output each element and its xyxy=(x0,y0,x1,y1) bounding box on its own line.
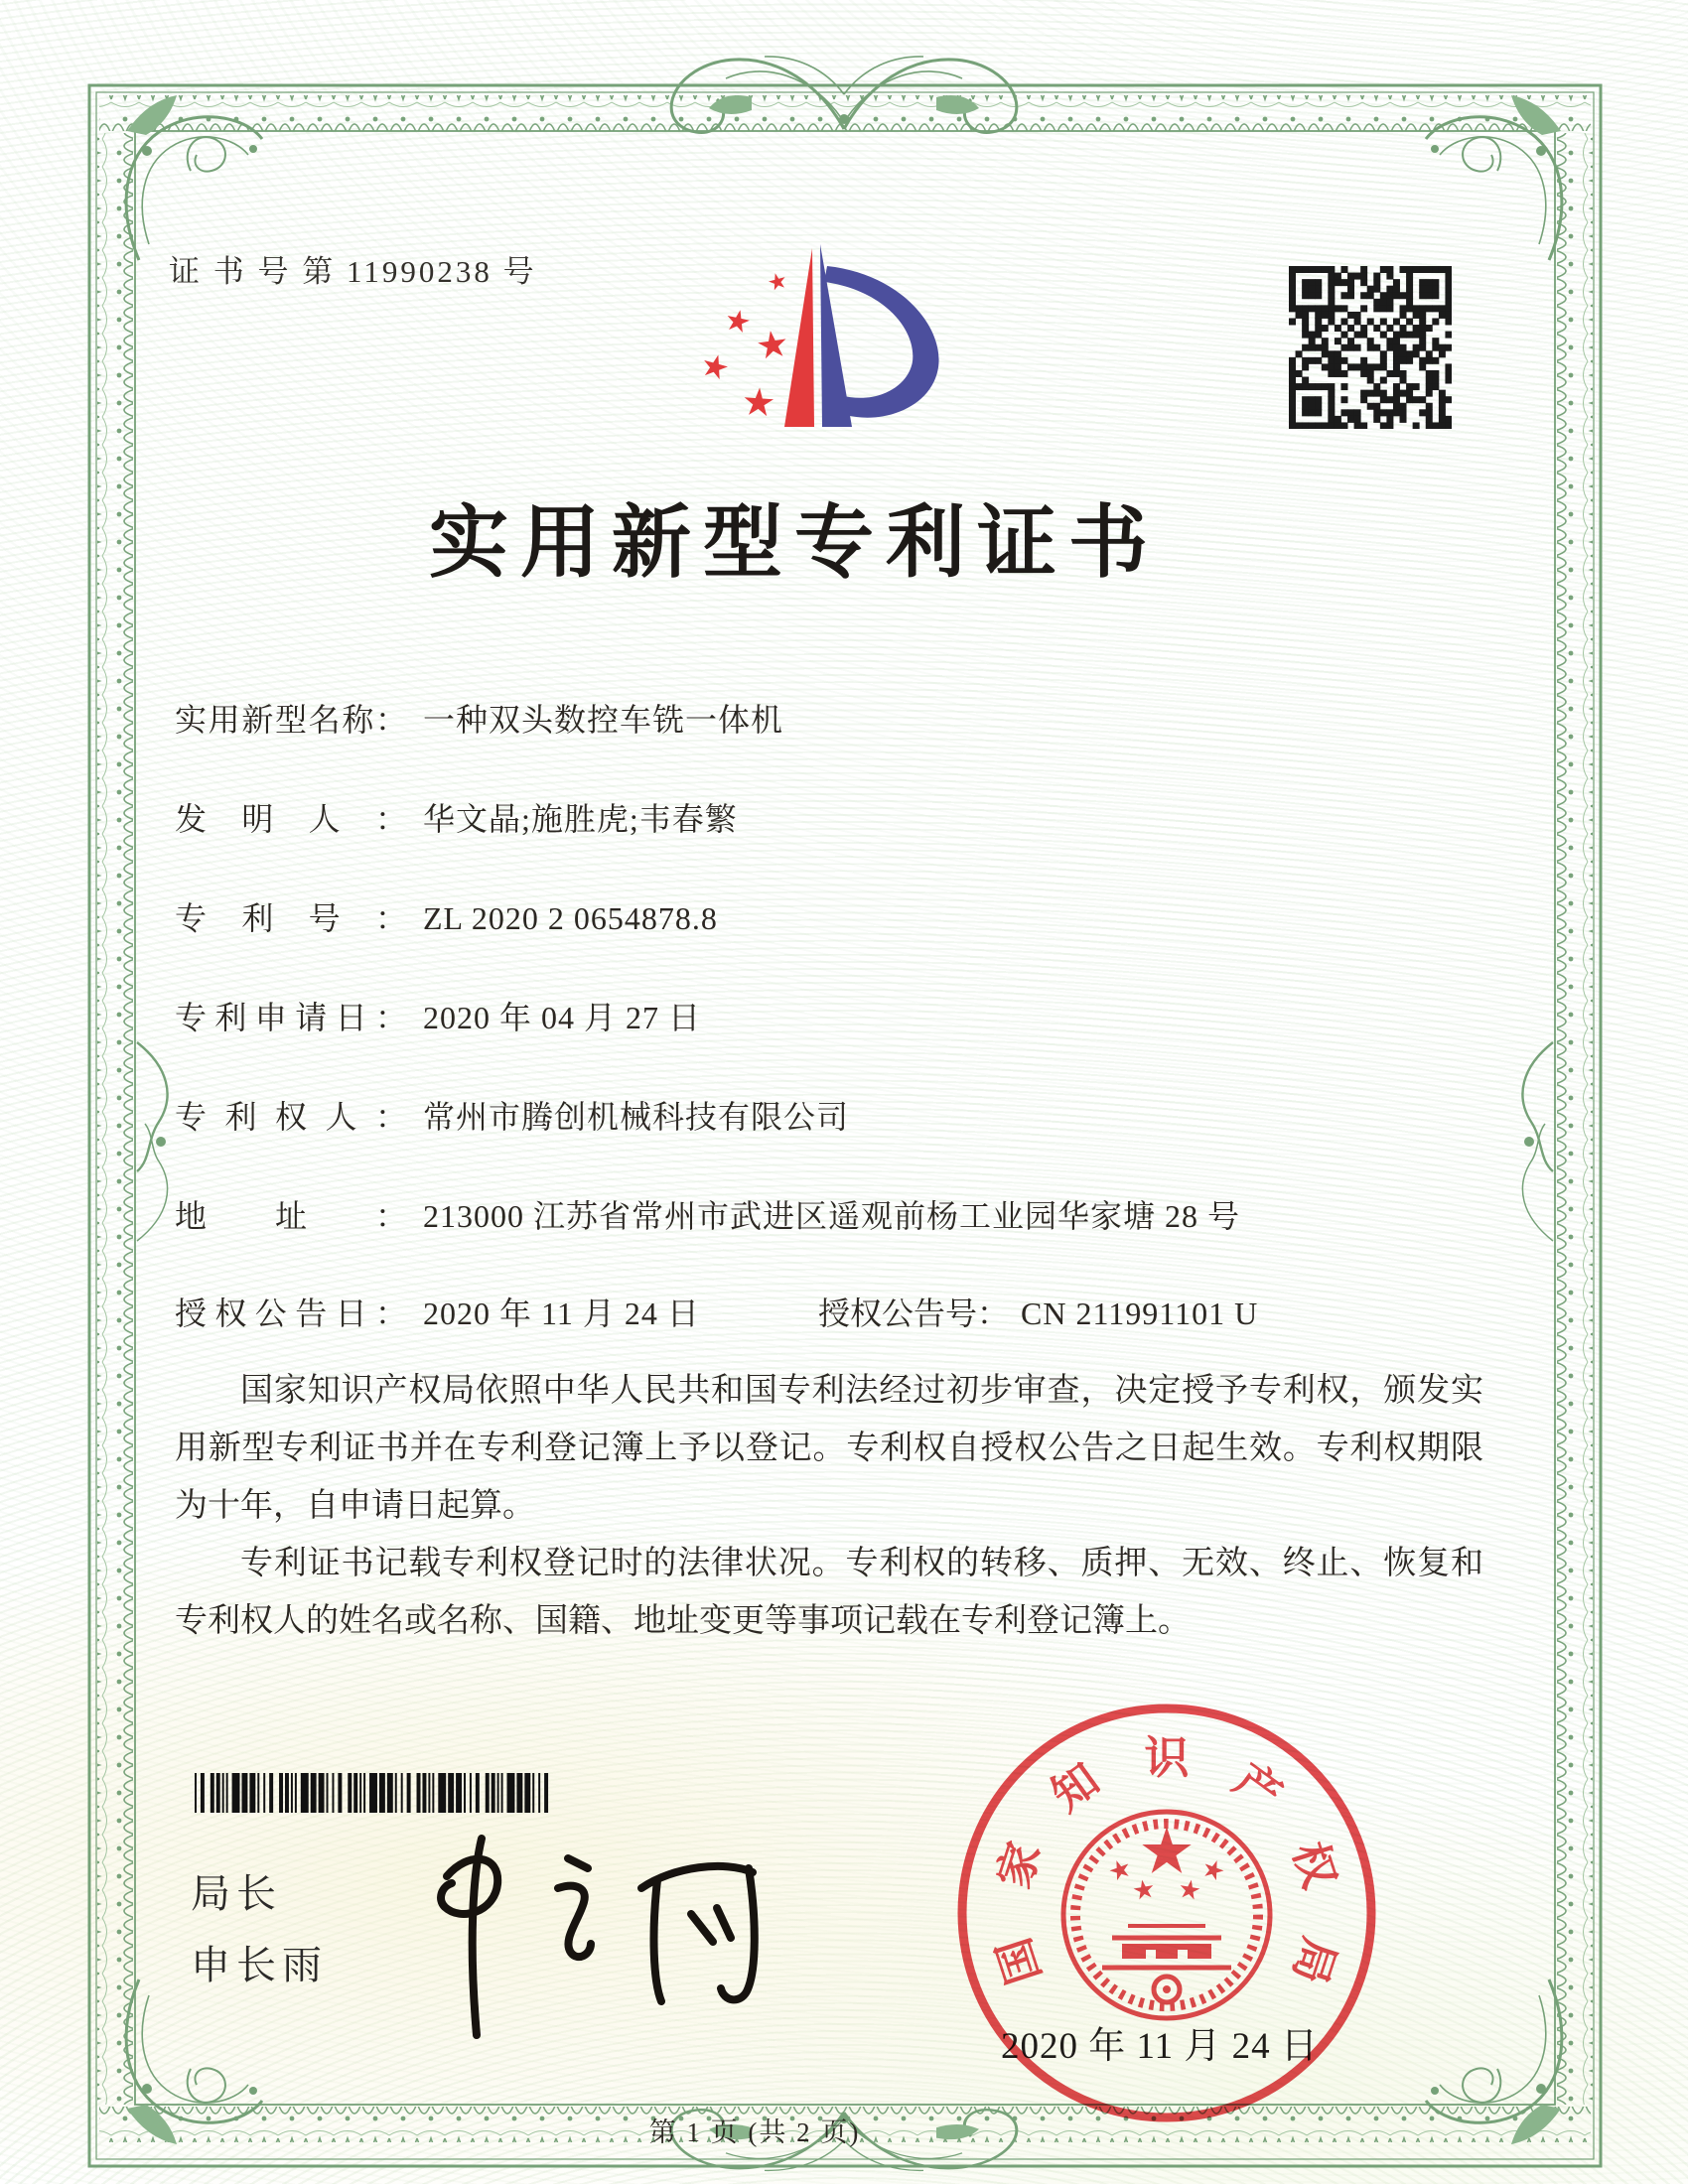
seal-char: 权 xyxy=(1283,1836,1345,1894)
field-value: 2020 年 11 月 24 日 xyxy=(423,1296,700,1331)
seal-char: 家 xyxy=(988,1836,1051,1894)
field-value: 一种双头数控车铣一体机 xyxy=(423,702,784,738)
field-value: 213000 江苏省常州市武进区遥观前杨工业园华家塘 28 号 xyxy=(423,1198,1241,1234)
legal-paragraph-1: 国家知识产权局依照中华人民共和国专利法经过初步审查，决定授予专利权，颁发实用新型专利证书并在专利登记簿上予以登记。专利权自授权公告之日起生效。专利权期限为十年，自申请日起算。 xyxy=(175,1373,1483,1524)
certificate-number: 证 书 号 第 11990238 号 xyxy=(169,254,537,289)
field-row-name xyxy=(175,695,783,741)
seal-char: 识 xyxy=(1144,1733,1190,1783)
logo-red-spike xyxy=(784,248,814,427)
field-label: 授权公告日： xyxy=(175,1296,407,1331)
seal-char: 产 xyxy=(1224,1754,1291,1822)
field-value: ZL 2020 2 0654878.8 xyxy=(423,900,718,936)
field-label: 实用新型名称： xyxy=(175,702,407,738)
certificate-title: 实用新型专利证书 xyxy=(429,500,1160,588)
field-label: 专利申请日： xyxy=(175,1000,407,1035)
legal-paragraph-2: 专利证书记载专利权登记时的法律状况。专利权的转移、质押、无效、终止、恢复和专利权人的姓名或名称、国籍、地址变更等事项记载在专利登记簿上。 xyxy=(175,1546,1483,1639)
field-row-patentee xyxy=(175,1092,849,1138)
field-label: 地址： xyxy=(175,1198,407,1234)
seal-char: 知 xyxy=(1043,1754,1109,1822)
field-value: 2020 年 04 月 27 日 xyxy=(423,1000,702,1035)
field-value: 常州市腾创机械科技有限公司 xyxy=(423,1099,850,1135)
field-row-patent-no xyxy=(175,893,718,939)
field-row-inventor xyxy=(175,794,738,840)
seal-char: 局 xyxy=(1283,1932,1345,1990)
seal-char: 国 xyxy=(988,1932,1051,1990)
field-label: 发明人： xyxy=(175,801,407,837)
grant-seal-date: 2020 年 11 月 24 日 xyxy=(1001,2026,1319,2067)
field-label: 专利权人： xyxy=(175,1099,407,1135)
page-footer: 第 1 页 (共 2 页) xyxy=(648,2117,861,2147)
qr-code xyxy=(1289,266,1452,429)
logo-stars xyxy=(700,271,787,416)
cnipa-logo xyxy=(663,230,951,444)
field-value: 华文晶;施胜虎;韦春繁 xyxy=(423,801,738,837)
field-row-address xyxy=(175,1191,1240,1237)
field-row-filing-date xyxy=(175,993,701,1038)
grant-publication-no xyxy=(818,1289,1258,1334)
field-value: CN 211991101 U xyxy=(1021,1296,1259,1331)
field-label: 专利号： xyxy=(175,900,407,936)
director-name: 申长雨 xyxy=(191,1944,328,1987)
field-row-grant xyxy=(175,1289,1259,1334)
barcode xyxy=(195,1773,554,1813)
seal-emblem xyxy=(1063,1812,1270,2018)
director-title: 局长 xyxy=(191,1872,282,1916)
field-label: 授权公告号： xyxy=(818,1296,1010,1331)
official-seal xyxy=(951,1698,1382,2128)
director-signature xyxy=(407,1823,784,2051)
